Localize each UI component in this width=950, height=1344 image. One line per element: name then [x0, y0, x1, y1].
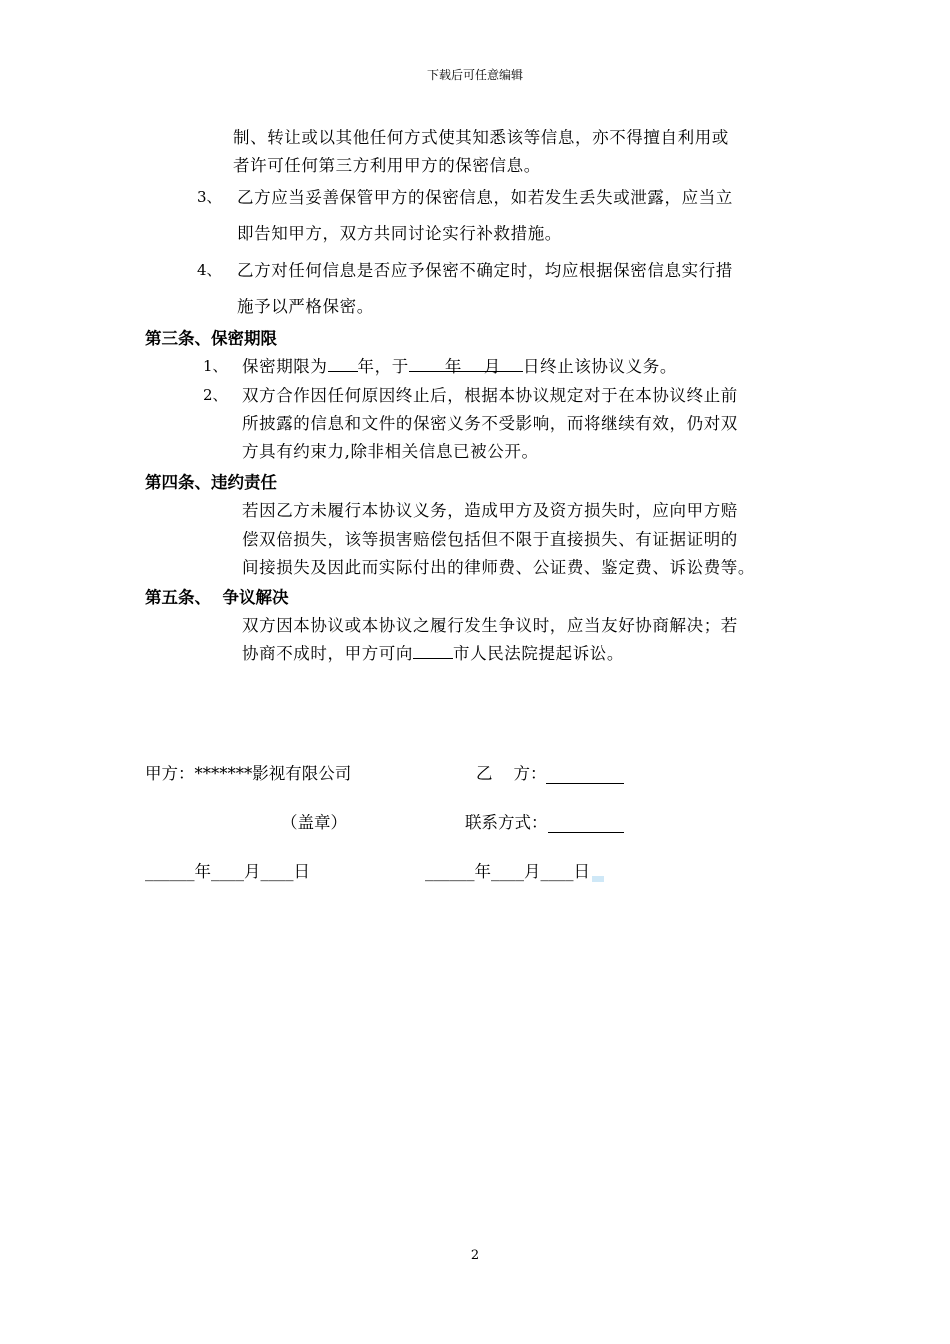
party-b-text: 乙 方：: [476, 764, 547, 783]
clause-text-line: 施予以严格保密。: [237, 297, 374, 316]
clause-text-line: [242, 640, 624, 664]
clause-text-line: 间接损失及因此而实际付出的律师费、公证费、鉴定费、诉讼费等。: [242, 558, 755, 577]
item-number: 2、: [203, 386, 228, 404]
item-number: 1、: [203, 357, 228, 375]
page-number: 2: [470, 1248, 480, 1263]
clause-text-line: 者许可任何第三方利用甲方的保密信息。: [233, 156, 541, 175]
clause-text-line: 制、转让或以其他任何方式使其知悉该等信息，亦不得擅自利用或: [233, 128, 729, 147]
article-heading: 第三条、保密期限: [145, 329, 277, 348]
date-right: [425, 858, 604, 882]
court-blank: [413, 640, 453, 659]
item-number: 3、: [197, 188, 222, 206]
clause-text-line: 所披露的信息和文件的保密义务不受影响，而将继续有效，仍对双: [242, 414, 738, 433]
term-text: 市人民法院提起诉讼。: [453, 644, 624, 663]
date-left: ______年____月____日: [145, 862, 310, 881]
blank-line: [328, 353, 358, 372]
blank-line: [409, 353, 445, 372]
clause-text-line: 偿双倍损失，该等损害赔偿包括但不限于直接损失、有证据证明的: [242, 530, 738, 549]
underlined-month: 月: [484, 353, 501, 372]
party-b-blank: [546, 767, 624, 784]
clause-text-line: 方具有约束力,除非相关信息已被公开。: [242, 442, 539, 461]
article-heading: 第五条、 争议解决: [145, 588, 289, 607]
blank-line: [462, 353, 484, 372]
item-number: 4、: [197, 261, 222, 279]
page-header-note: 下载后可任意编辑: [426, 68, 523, 82]
contact-label: [465, 809, 624, 833]
term-text: 协商不成时，甲方可向: [242, 644, 413, 663]
contact-blank: [548, 816, 624, 833]
term-text: 年，于: [357, 357, 409, 376]
clause-text-line: 即告知甲方，双方共同讨论实行补救措施。: [237, 224, 562, 243]
blank-line: [501, 353, 523, 372]
article-heading: 第四条、违约责任: [145, 473, 277, 492]
contact-text: 联系方式：: [465, 813, 548, 832]
text-cursor-marker: [592, 876, 604, 882]
seal-label: （盖章）: [281, 813, 347, 832]
party-a-label: 甲方：*******影视有限公司: [145, 764, 352, 783]
clause-text-line: 乙方对任何信息是否应予保密不确定时，均应根据保密信息实行措: [237, 261, 733, 280]
term-text: 日终止该协议义务。: [523, 357, 677, 376]
underlined-year: 年: [445, 353, 462, 372]
term-text: 保密期限为: [242, 357, 328, 376]
clause-text-line: 若因乙方未履行本协议义务，造成甲方及资方损失时，应向甲方赔: [242, 501, 738, 520]
clause-text-line: 双方合作因任何原因终止后，根据本协议规定对于在本协议终止前: [242, 386, 738, 405]
date-right-text: ______年____月____日: [425, 862, 590, 881]
clause-text-line: 双方因本协议或本协议之履行发生争议时，应当友好协商解决；若: [242, 616, 738, 635]
clause-text-line: 乙方应当妥善保管甲方的保密信息，如若发生丢失或泄露，应当立: [237, 188, 733, 207]
clause-text-line: [242, 353, 677, 377]
party-b-label: [476, 760, 624, 784]
